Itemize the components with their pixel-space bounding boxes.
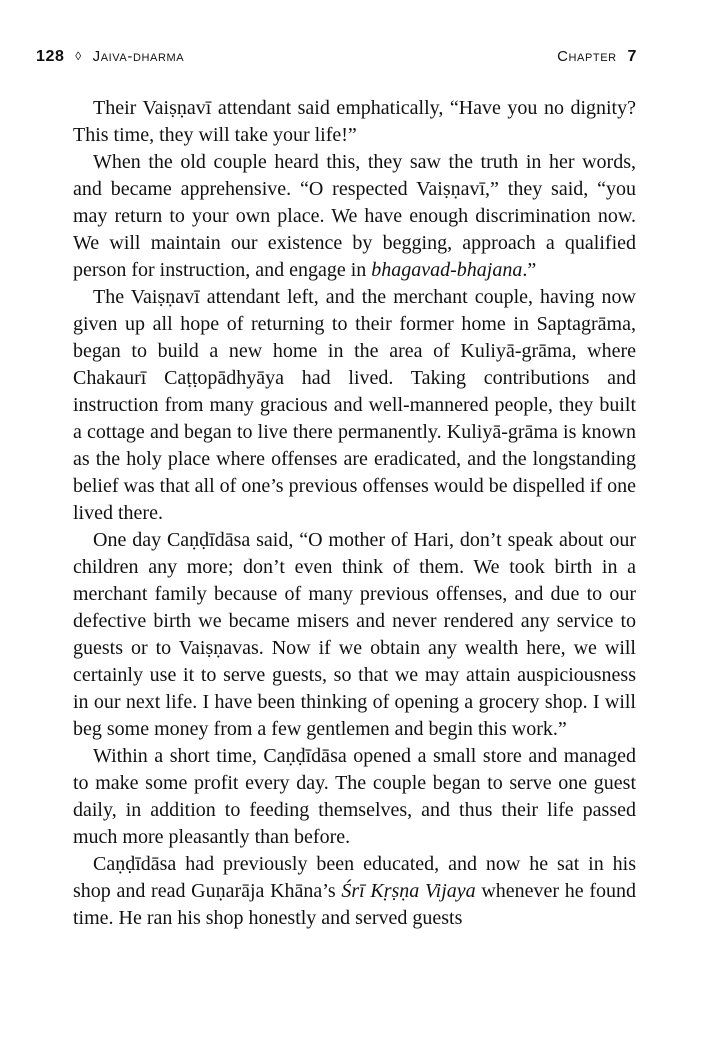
paragraph xyxy=(73,851,636,932)
book-reference: Śrī Kṛṣṇa Vijaya xyxy=(341,880,476,902)
paragraph xyxy=(73,527,636,743)
running-header xyxy=(36,48,637,72)
chapter-number: 7 xyxy=(627,48,637,65)
book-title: Jaiva-dharma xyxy=(92,48,185,65)
paragraph xyxy=(73,149,636,284)
page-number: 128 xyxy=(36,48,65,65)
header-left xyxy=(36,48,184,66)
paragraph xyxy=(73,743,636,851)
paragraph-text: .” xyxy=(522,259,537,281)
paragraph-text: One day Caṇḍīdāsa said, “O mother of Hari, don’t speak about our children any more; don’t even think of them. We took birth in a merchant family because of many previous offenses, and due to our defective birth we became misers and never rendered any service to guests or to Vaiṣṇavas. Now if we obtain any wealth here, we will certainly use it to serve guests, so that we may attain auspiciousness in our next life. I have been thinking of opening a grocery shop. I will beg some money from a few gentlemen and begin this work.” xyxy=(73,529,636,740)
paragraph-text: The Vaiṣṇavī attendant left, and the merchant couple, having now given up all hope of returning to their former home in Saptagrāma, began to build a new home in the area of Kuliyā-grāma, where Chakaurī Caṭṭopādhyāya had lived. Taking contributions and instruction from many gracious and well-mannered people, they built a cottage and began to live there permanently. Kuliyā-grāma is known as the holy place where offenses are eradicated, and the longstanding belief was that all of one’s previous offenses would be dispelled if one lived there. xyxy=(73,286,636,524)
chapter-label: Chapter xyxy=(557,48,617,65)
paragraph-text: Their Vaiṣṇavī attendant said emphatically, “Have you no dignity? This time, they will take your life!” xyxy=(73,97,636,146)
paragraph xyxy=(73,284,636,527)
paragraph-text: Caṇḍīdāsa had previously been educated, and now he sat in his shop and read Guṇarāja Khāna’s xyxy=(73,853,636,902)
paragraph-text: whenever he found time. He ran his shop honestly and served guests xyxy=(73,880,636,929)
italic-term: bhagavad-bhajana xyxy=(371,259,523,281)
header-right xyxy=(557,48,637,66)
paragraph xyxy=(73,95,636,149)
paragraph-text: When the old couple heard this, they saw the truth in her words, and became apprehensive. “O respected Vaiṣṇavī,” they said, “you may return to your own place. We have enough discrimination now. We will maintain our existence by begging, approach a qualified person for instruction, and engage in xyxy=(73,151,636,281)
diamond-icon: ◊ xyxy=(75,49,82,63)
body-text xyxy=(73,95,636,932)
paragraph-text: Within a short time, Caṇḍīdāsa opened a small store and managed to make some profit every day. The couple began to serve one guest daily, in addition to feeding themselves, and thus their life passed much more pleasantly than before. xyxy=(73,745,636,848)
